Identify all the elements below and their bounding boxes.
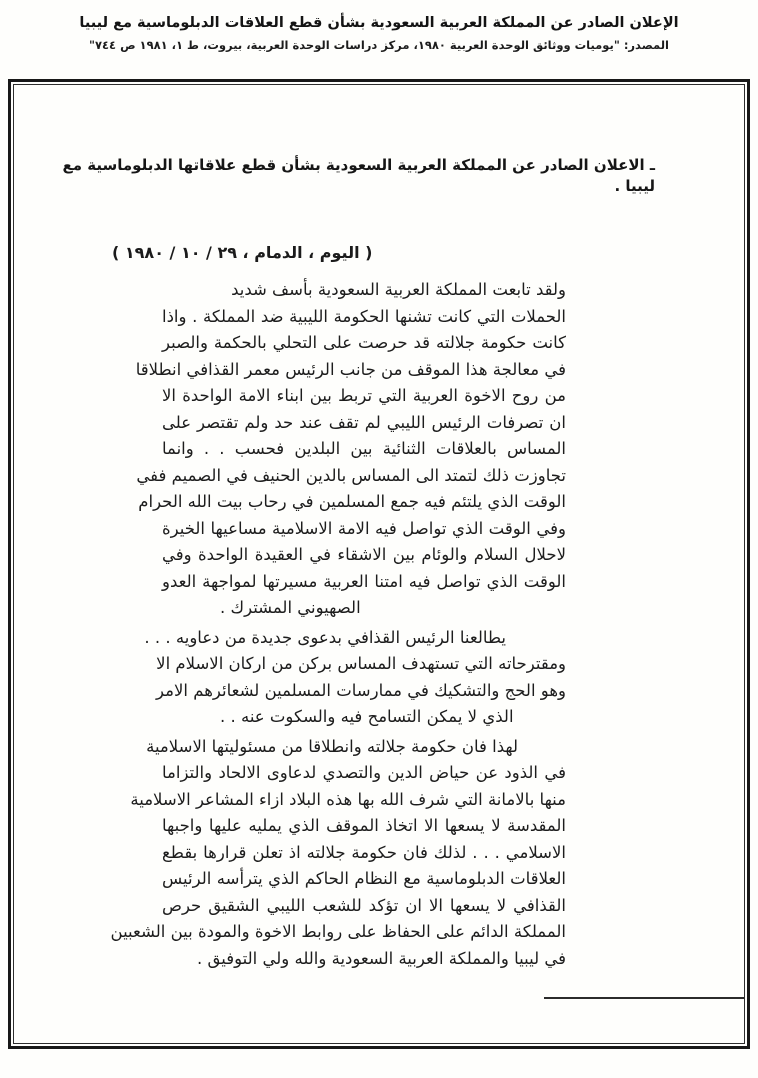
body-line: يطالعنا الرئيس القذافي بدعوى جديدة من دعاويه . . .: [144, 627, 506, 647]
header-title: الإعلان الصادر عن المملكة العربية السعودية بشأن قطع العلاقات الدبلوماسية مع ليبيا: [79, 15, 679, 31]
body-line: المساس بالعلاقات الثنائية بين البلدين فحسب . . وانما: [162, 439, 566, 458]
header-source-citation: المصدر: "يوميات ووثائق الوحدة العربية ١٩٨٠، مركز دراسات الوحدة العربية، بيروت، ط ١، ١٩٨١ ص ٧٤٤": [89, 38, 669, 52]
body-line: ان تصرفات الرئيس الليبي لم تقف عند حد ولم تقتصر على: [162, 412, 566, 432]
body-line: في معالجة هذا الموقف من جانب الرئيس معمر القذافي انطلاقا: [135, 359, 566, 379]
document-frame-inner: [13, 84, 745, 1044]
body-line: من روح الاخوة العربية التي تربط بين ابناء الامة الواحدة الا: [162, 386, 566, 405]
body-line: العلاقات الدبلوماسية مع النظام الحاكم الذي يترأسه الرئيس: [162, 869, 566, 888]
document-title: ـ الاعلان الصادر عن المملكة العربية السعودية بشأن قطع علاقاتها الدبلوماسية مع ليبيا .: [62, 156, 655, 195]
paragraph-1: [135, 277, 566, 622]
body-line: كانت حكومة جلالته قد حرصت على التحلي بالحكمة والصبر: [162, 333, 566, 352]
end-divider: [544, 997, 744, 999]
body-line: ومقترحاته التي تستهدف المساس بركن من اركان الاسلام الا: [156, 654, 566, 673]
page-header: [0, 0, 758, 54]
body-line: وفي الوقت الذي تواصل فيه الامة الاسلامية مساعيها الخيرة: [162, 518, 566, 538]
body-line: لهذا فان حكومة جلالته وانطلاقا من مسئوليتها الاسلامية: [146, 736, 518, 756]
body-line: ولقد تابعت المملكة العربية السعودية بأسف شديد: [231, 280, 566, 299]
body-line: في الذود عن حياض الدين والتصدي لدعاوى الالحاد والتزاما: [162, 763, 566, 782]
body-line: الحملات التي كانت تشنها الحكومة الليبية ضد المملكة . واذا: [162, 306, 566, 326]
body-line: الوقت الذي تواصل فيه امتنا العربية مسيرتها لمواجهة العدو: [162, 571, 566, 591]
body-line: الاسلامي . . . لذلك فان حكومة جلالته اذ تعلن قرارها بقطع: [162, 842, 566, 862]
body-line: تجاوزت ذلك لتمتد الى المساس بالدين الحنيف في الصميم ففي: [136, 465, 566, 485]
body-line: الوقت الذي يلتئم فيه جمع المسلمين في رحاب بيت الله الحرام: [138, 492, 566, 511]
body-line: الذي لا يمكن التسامح فيه والسكوت عنه . .: [220, 707, 514, 726]
document-dateline: ( اليوم ، الدمام ، ٢٩ / ١٠ / ١٩٨٠ ): [112, 243, 373, 262]
body-line: المقدسة لا يسعها الا اتخاذ الموقف الذي يمليه عليها واجبها: [162, 816, 566, 835]
body-line: وهو الحج والتشكيك في ممارسات المسلمين لشعائرهم الامر: [156, 680, 566, 700]
document-body: [110, 277, 566, 972]
paragraph-3: [110, 734, 566, 973]
body-line: القذافي لا يسعها الا ان تؤكد للشعب الليبي الشقيق حرص: [162, 895, 566, 915]
paragraph-2: [144, 625, 566, 731]
body-line: المملكة الدائم على الحفاظ على روابط الاخوة والمودة بين الشعبين: [110, 922, 566, 941]
document-frame: [8, 79, 750, 1049]
body-line: في ليبيا والمملكة العربية السعودية والله ولي التوفيق .: [197, 948, 566, 968]
body-line: الصهيوني المشترك .: [220, 598, 361, 617]
body-line: منها بالامانة التي شرف الله بها هذه البلاد ازاء المشاعر الاسلامية: [130, 789, 566, 809]
body-line: لاحلال السلام والوئام بين الاشقاء في العقيدة الواحدة وفي: [162, 545, 566, 564]
